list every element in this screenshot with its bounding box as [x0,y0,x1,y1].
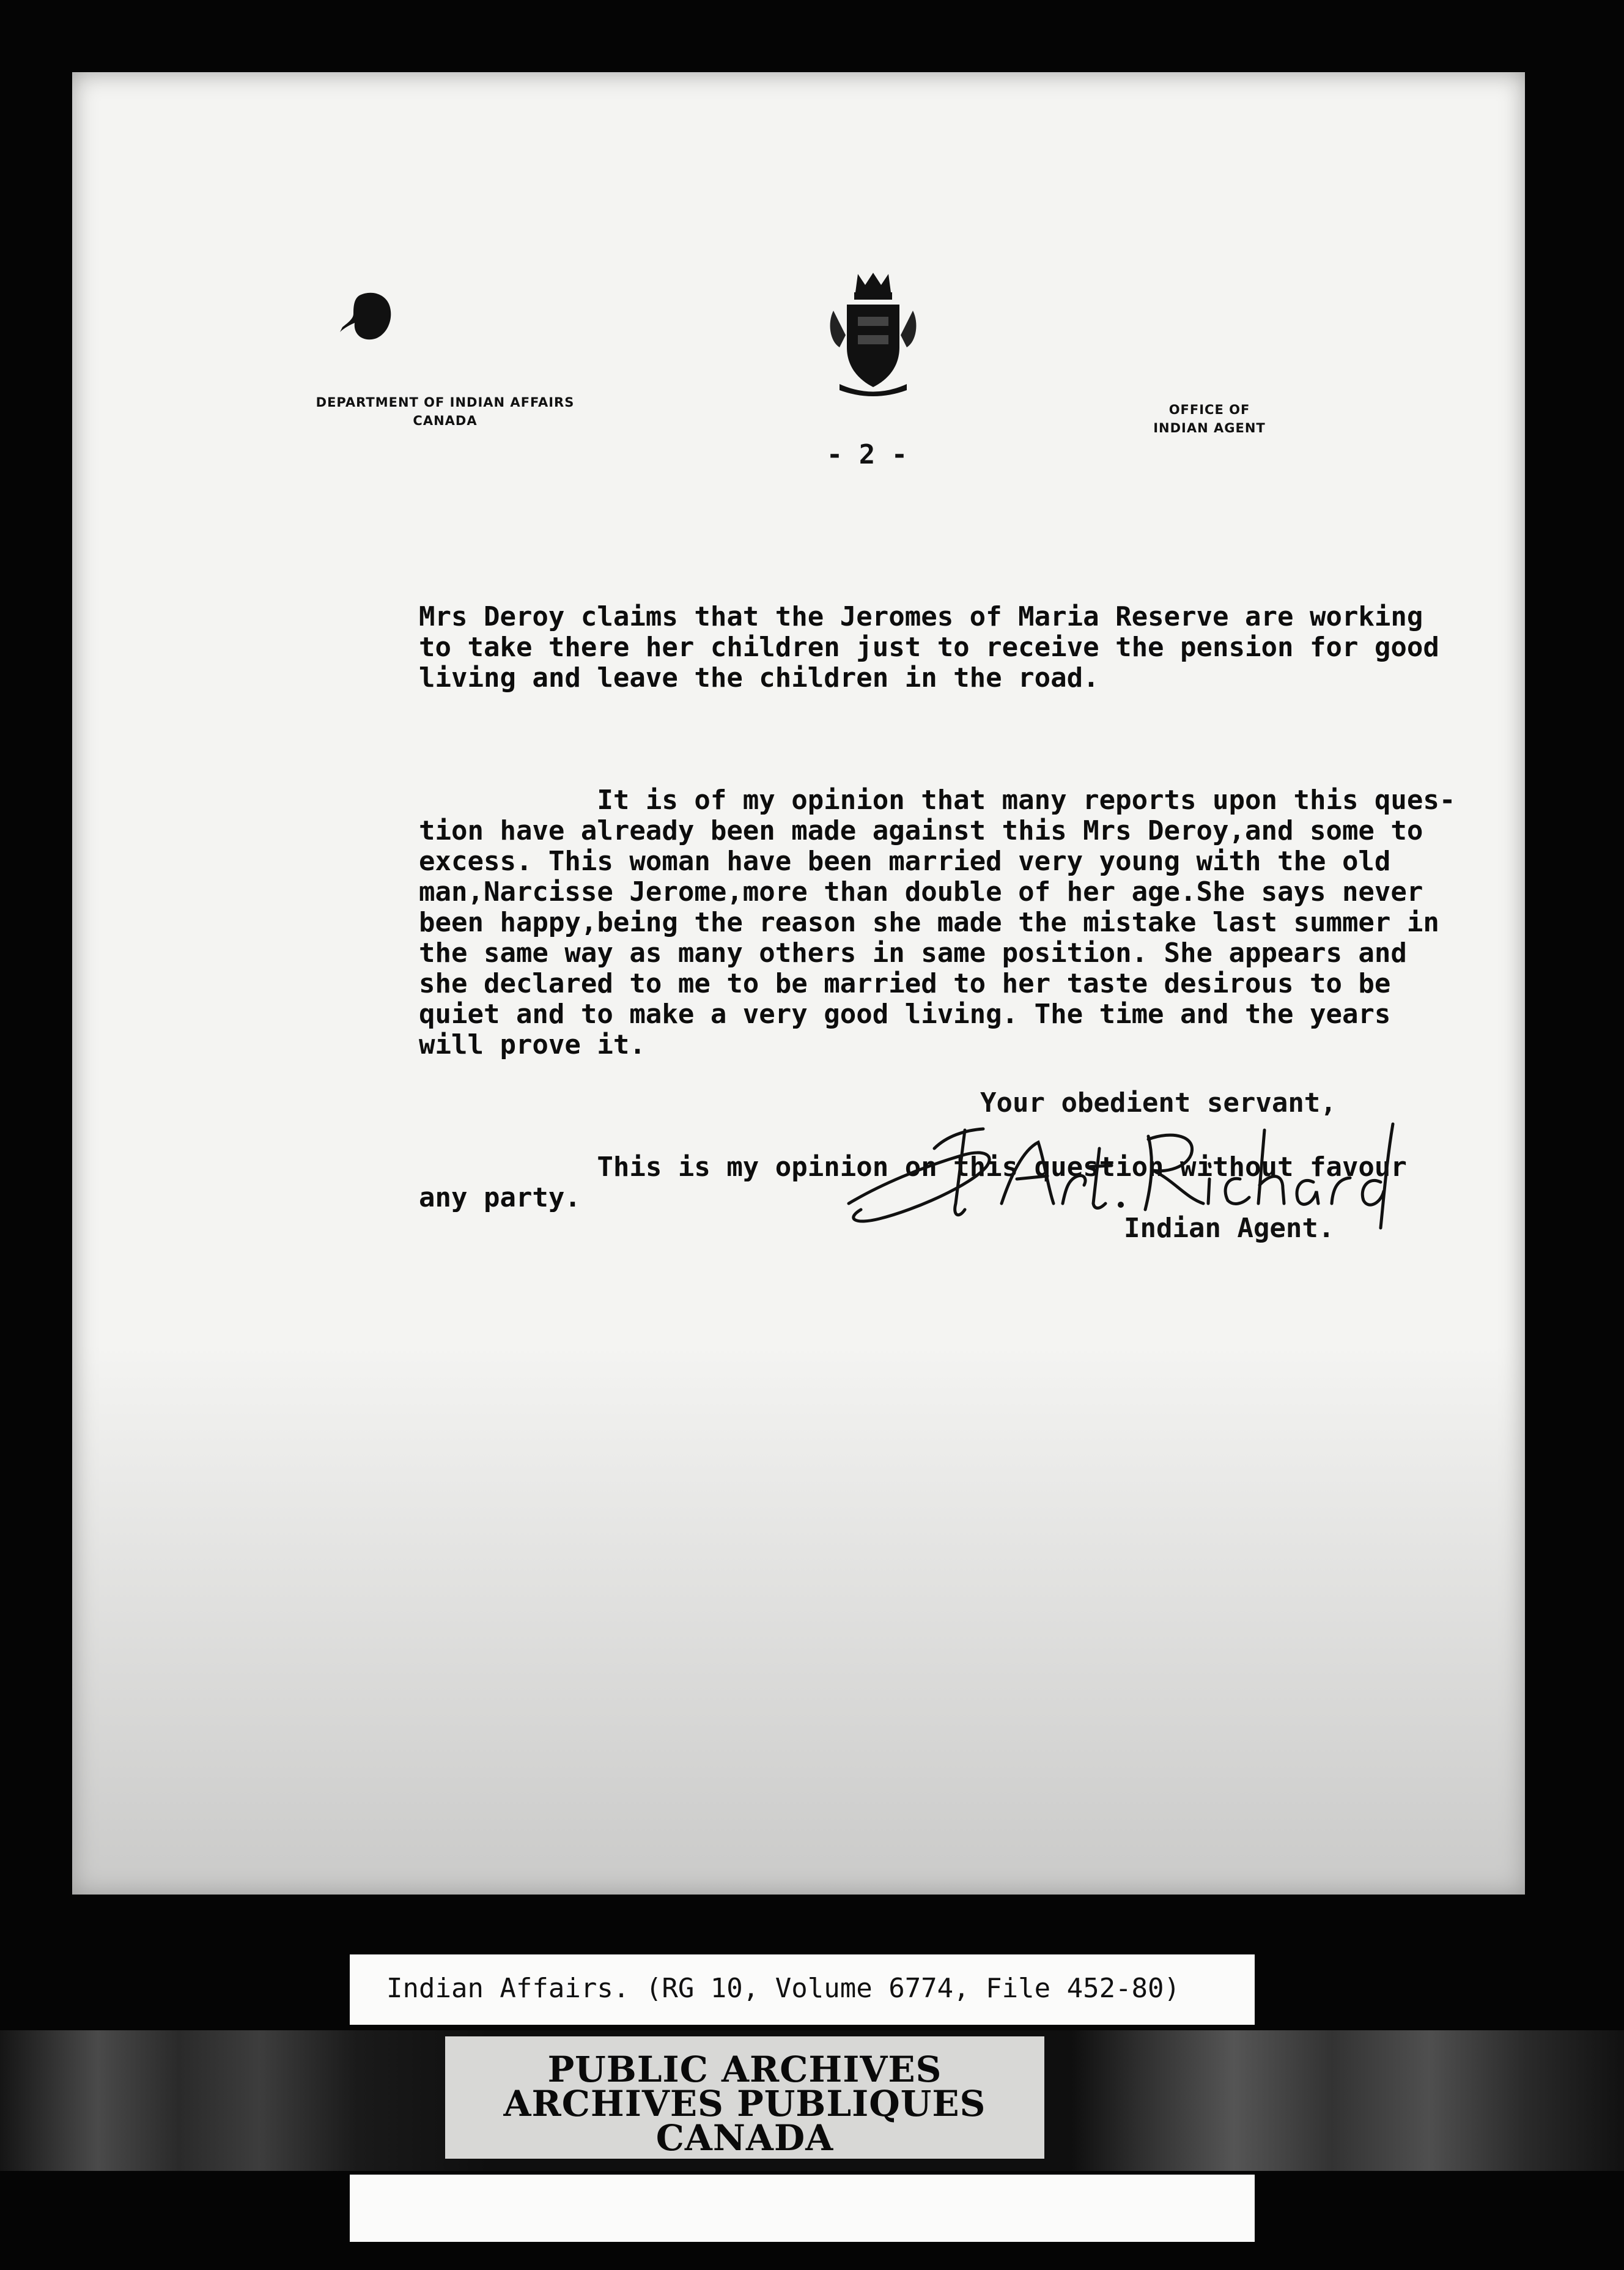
closing-salutation: Your obedient servant, [980,1087,1337,1118]
stamp-line-english: PUBLIC ARCHIVES [547,2049,942,2090]
department-country: CANADA [413,413,478,428]
paragraph-2: It is of my opinion that many reports upon this ques- tion have already been made against this Mrs Deroy,and some to excess. This woman have been married very young with the old man,Narcisse Jerome,more than double of her age.She says never been happy,being the reason she made the mistake last summer in the same way as many others in same position. She appears and she declared to me to be married to her taste desirous to be quiet and to make a very good living. The time and the years will prove it. [419,785,1456,1060]
archive-reference-label [350,1954,1255,2025]
ink-blot-mark [335,289,402,344]
archive-stamp [445,2036,1044,2159]
department-heading [268,393,622,430]
royal-coat-of-arms-icon [821,268,925,396]
blank-label-strip [350,2175,1255,2242]
office-name: INDIAN AGENT [1153,421,1266,435]
office-label: OFFICE OF [1168,402,1250,417]
signatory-title: Indian Agent. [1124,1213,1335,1244]
paragraph-1: Mrs Deroy claims that the Jeromes of Maria Reserve are working to take there her children just to receive the pension for good living and leave the children in the road. [419,601,1439,693]
department-name: DEPARTMENT OF INDIAN AFFAIRS [316,395,575,410]
stamp-line-country: CANADA [655,2117,834,2159]
archive-reference: Indian Affairs. (RG 10, Volume 6774, File 452-80) [386,1973,1181,2004]
paragraph-3: This is my opinion on this question without favour any party. [419,1152,1407,1213]
stamp-line-french: ARCHIVES PUBLIQUES [503,2083,986,2124]
office-heading [1099,401,1320,437]
letter-page [72,72,1525,1895]
page-number: - 2 - [826,439,908,470]
